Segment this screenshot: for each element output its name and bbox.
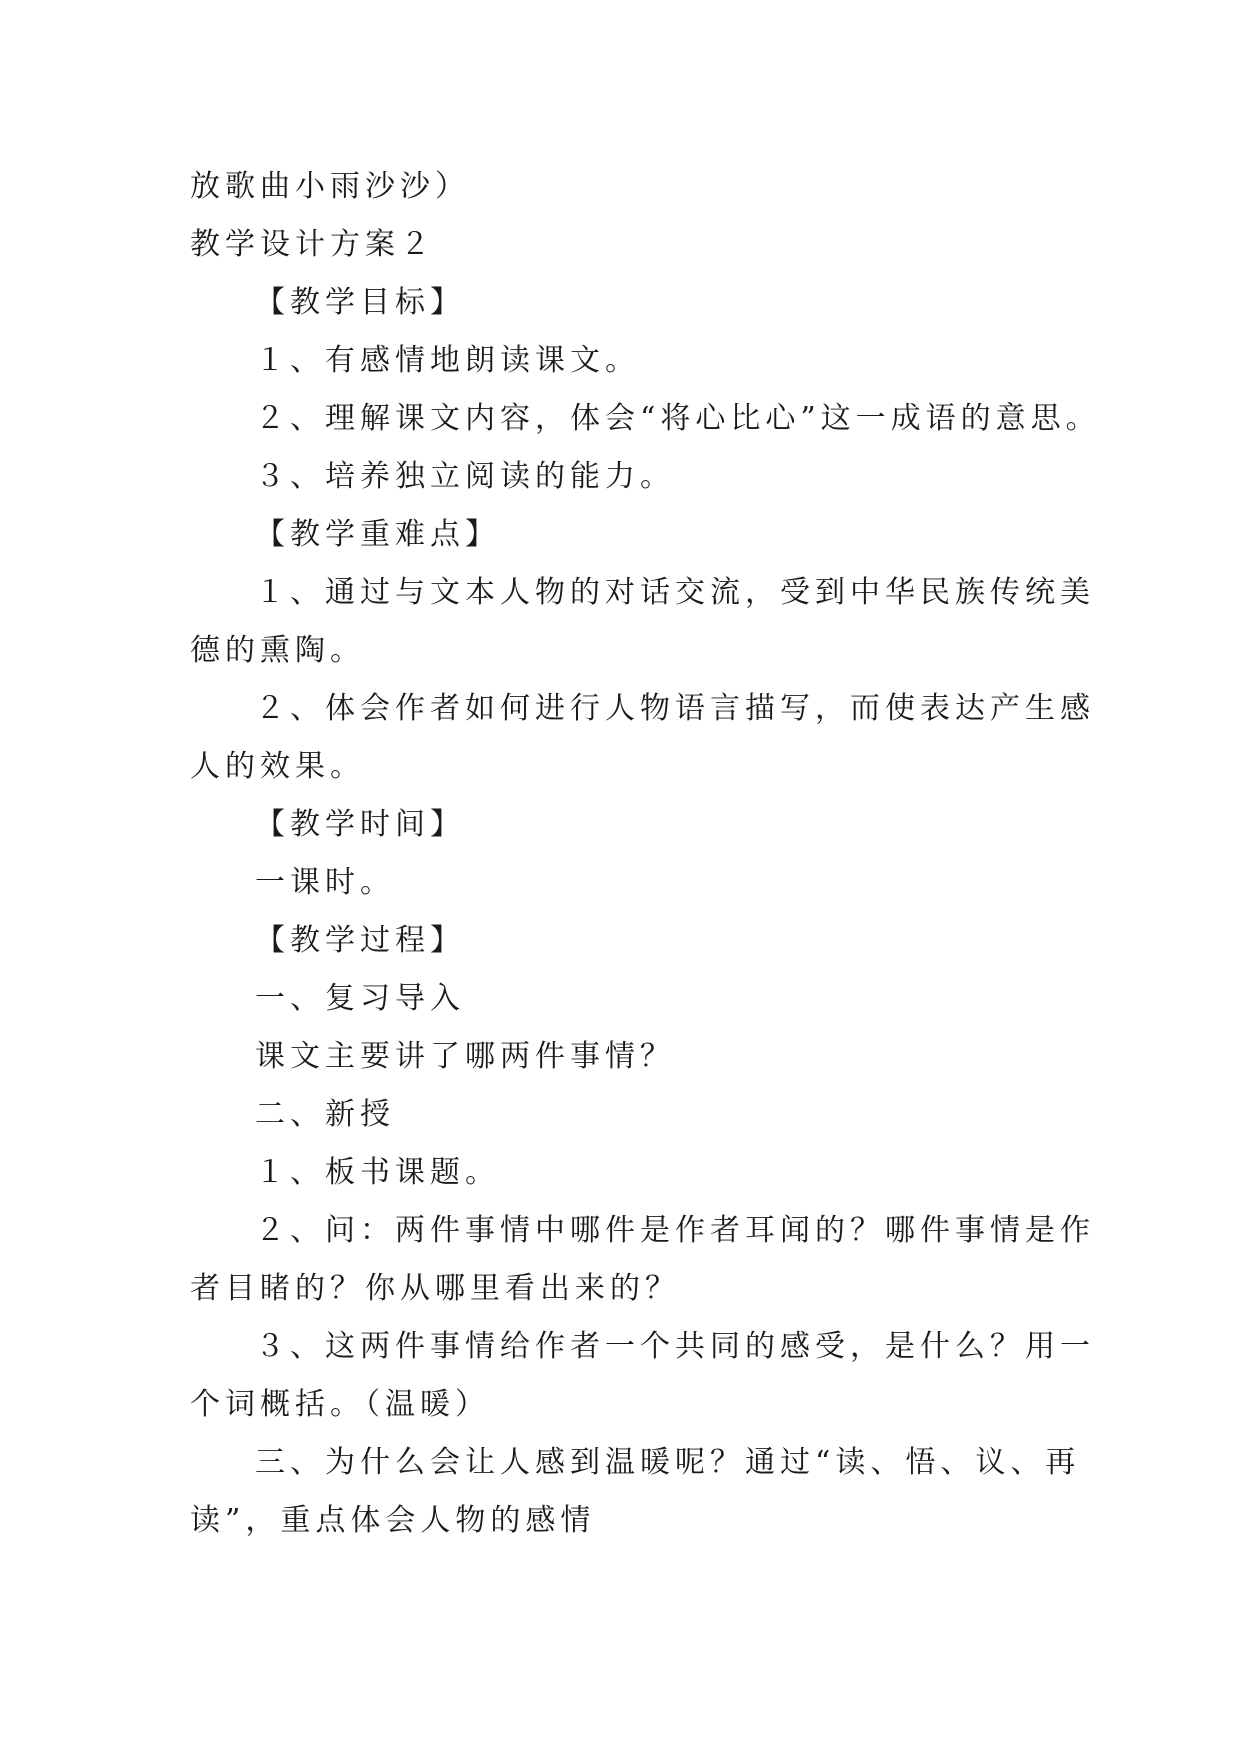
- process-step-3-cont: 读”，重点体会人物的感情: [190, 1503, 596, 1538]
- document-body: [190, 158, 1101, 1550]
- goal-item-3: ３、培养独立阅读的能力。: [255, 459, 675, 494]
- section-title: 教学设计方案２: [190, 227, 435, 262]
- goal-item-1: １、有感情地朗读课文。: [255, 343, 640, 378]
- process-step-2-item-3-cont: 个词概括。（温暖）: [190, 1387, 490, 1422]
- process-step-3: 三、为什么会让人感到温暖呢？通过“读、悟、议、再: [255, 1445, 1081, 1480]
- difficulty-item-1-cont: 德的熏陶。: [190, 633, 365, 668]
- process-step-2-item-2-cont: 者目睹的？你从哪里看出来的？: [190, 1271, 680, 1306]
- process-step-1-question: 课文主要讲了哪两件事情？: [255, 1039, 675, 1074]
- process-step-2-item-1: １、板书课题。: [255, 1155, 500, 1190]
- difficulty-item-2: ２、体会作者如何进行人物语言描写，而使表达产生感: [255, 691, 1095, 726]
- process-step-2-item-2: ２、问：两件事情中哪件是作者耳闻的？哪件事情是作: [255, 1213, 1095, 1248]
- process-step-2-item-3: ３、这两件事情给作者一个共同的感受，是什么？用一: [255, 1329, 1095, 1364]
- goal-item-2: ２、理解课文内容，体会“将心比心”这一成语的意思。: [255, 401, 1101, 436]
- heading-teaching-time: 【教学时间】: [255, 807, 465, 842]
- process-step-1: 一、复习导入: [255, 981, 465, 1016]
- difficulty-item-2-cont: 人的效果。: [190, 749, 365, 784]
- heading-teaching-goals: 【教学目标】: [255, 285, 465, 320]
- heading-key-difficulties: 【教学重难点】: [255, 517, 500, 552]
- heading-teaching-process: 【教学过程】: [255, 923, 465, 958]
- teaching-time-value: 一课时。: [255, 865, 395, 900]
- line-song-note: 放歌曲小雨沙沙）: [190, 169, 470, 204]
- difficulty-item-1: １、通过与文本人物的对话交流，受到中华民族传统美: [255, 575, 1095, 610]
- process-step-2: 二、新授: [255, 1097, 395, 1132]
